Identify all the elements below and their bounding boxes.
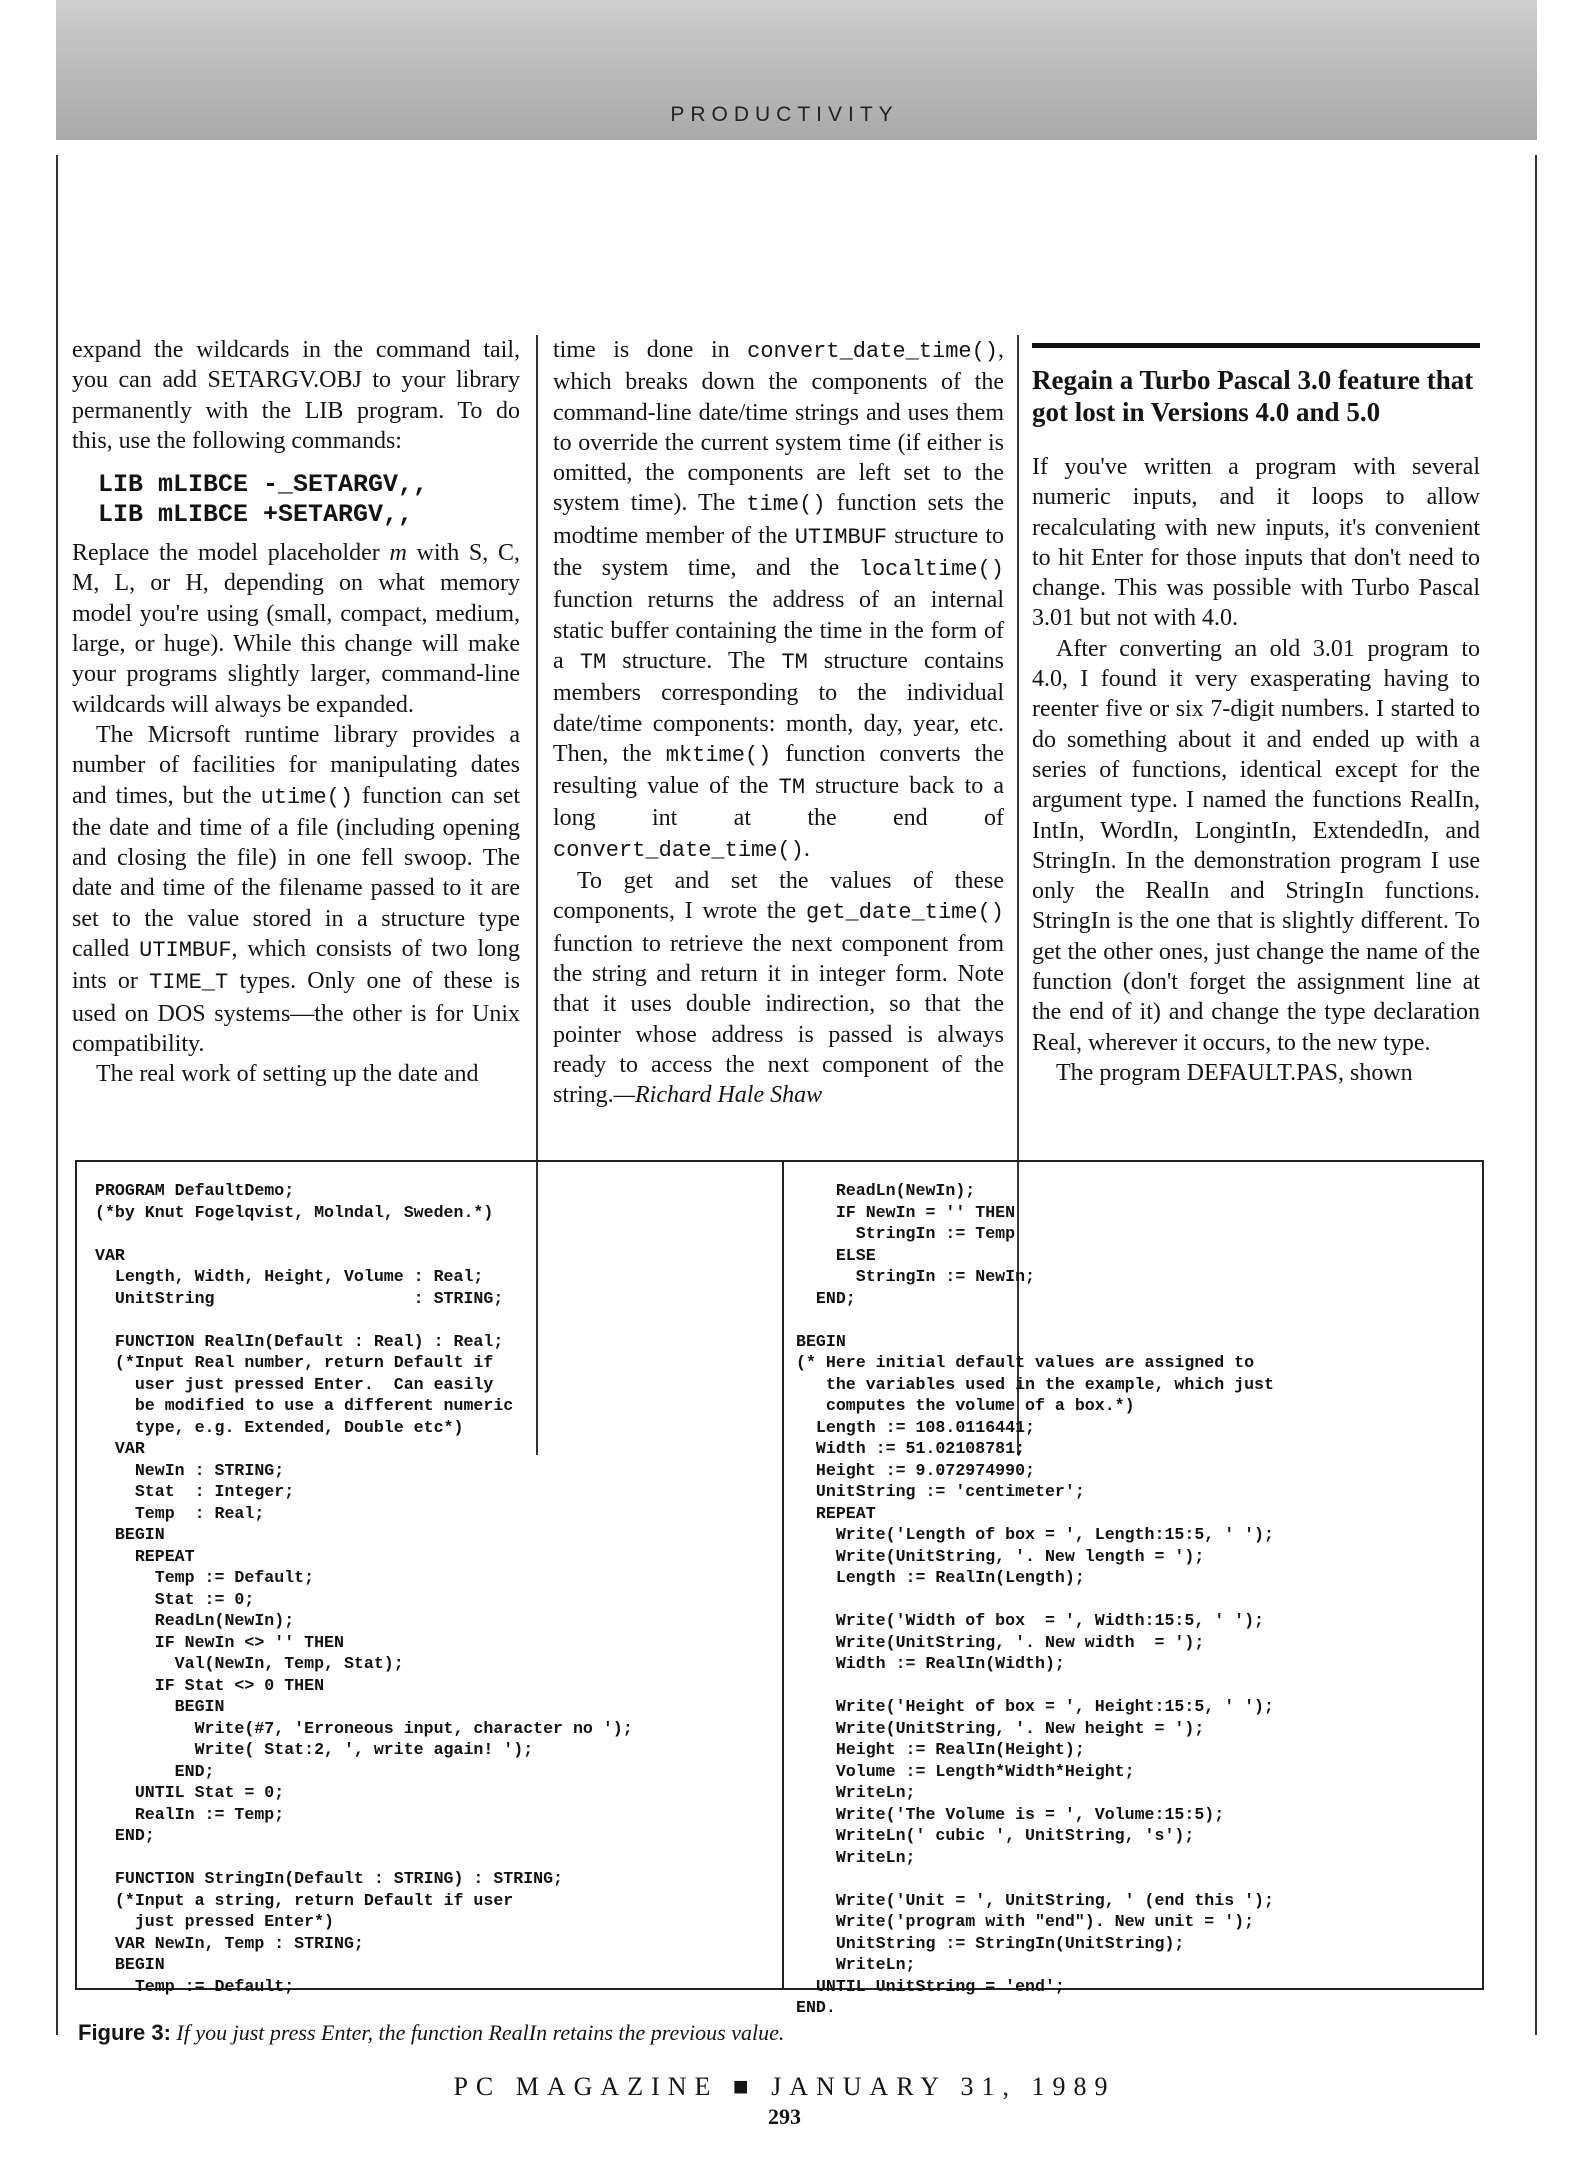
text-span: time is done in bbox=[553, 337, 748, 363]
column1-paragraph-4: The real work of setting up the date and bbox=[96, 1061, 479, 1088]
lib-command-2: LIB mLIBCE +SETARGV,, bbox=[98, 500, 414, 530]
text-span: Replace the model placeholder bbox=[72, 540, 390, 567]
inline-code: TM bbox=[579, 649, 607, 675]
page-frame-right bbox=[1535, 155, 1537, 2035]
text-span: structure to the system time, and the bbox=[553, 522, 1004, 582]
column2-paragraph-2 bbox=[553, 866, 1004, 1110]
column1-paragraph-3 bbox=[72, 720, 520, 1059]
text-span: function can set the date and time of a file (including opening and closing the file) in one fell swoop. The date and time of the filename passed to it are set to the value stored in a structure type called bbox=[72, 782, 521, 963]
inline-code: localtime() bbox=[858, 557, 1004, 583]
text-span: , which breaks down the components of the command-line date/time strings and uses them to override the current system time (if either is omitted, the components are left set to the system time). The bbox=[553, 337, 1004, 517]
text-span: . bbox=[803, 835, 810, 862]
inline-code: UTIMBUF bbox=[794, 524, 888, 550]
tip-headline: Regain a Turbo Pascal 3.0 feature that got lost in Versions 4.0 and 5.0 bbox=[1032, 365, 1474, 427]
headline-rule bbox=[1032, 343, 1480, 348]
page-frame-left bbox=[56, 155, 58, 2035]
author-signature: —Richard Hale Shaw bbox=[613, 1082, 823, 1109]
inline-code: TIME_T bbox=[149, 970, 229, 996]
code-listing-left: PROGRAM DefaultDemo; (*by Knut Fogelqvist, Molndal, Sweden.*) VAR Length, Width, Height, Volume : Real; UnitString : STRING; FUNCTION RealIn(Default : Real) : Real; (*Input Real number, return Default if user just pressed Enter. Can easily be modified to use a different numeric type, e.g. Extended, Double etc*) VAR NewIn : STRING; Stat : Integer; Temp : Real; BEGIN REPEAT Temp := Default; Stat := 0; ReadLn(NewIn); IF NewIn <> '' THEN Val(NewIn, Temp, Stat); IF Stat <> 0 THEN BEGIN Write(#7, 'Erroneous input, character no '); Write( Stat:2, ', write again! '); END; UNTIL Stat = 0; RealIn := Temp; END; FUNCTION StringIn(Default : STRING) : STRING; (*Input a string, return Default if user just pressed Enter*) VAR NewIn, Temp : STRING; BEGIN Temp := Default; bbox=[95, 1181, 633, 1996]
text-span: structure back to a long int at the end of bbox=[553, 773, 1004, 832]
inline-code: get_date_time() bbox=[805, 900, 1004, 926]
text-span: , which consists of two long ints or bbox=[72, 936, 520, 995]
column3-paragraph-2: After converting an old 3.01 program to 4.0, I found it very exasperating having to reenter five or six 7-digit numbers. I started to do something about it and ended up with a series of functions, identical except for the argument type. I named the functions RealIn, IntIn, WordIn, LongintIn, ExtendedIn, and StringIn. In the demonstration program I use only the RealIn and StringIn functions. StringIn is the one that is slightly different. To get the other ones, just change the name of the function (don't forget the assignment line at the end of it) and change the type declaration Real, wherever it occurs, to the new type. bbox=[1032, 635, 1480, 1056]
text-span: structure contains members corresponding to the individual date/time components: month, day, year, etc. Then, the bbox=[553, 647, 1005, 767]
text-span: function returns the address of an internal static buffer containing the time in the form of a bbox=[553, 587, 1004, 674]
article-column-1 bbox=[72, 335, 520, 1090]
magazine-footer: PC MAGAZINE ■ JANUARY 31, 1989 bbox=[453, 2072, 1116, 2101]
text-span: function sets the modtime member of the bbox=[553, 490, 1004, 549]
column1-paragraph-1: expand the wildcards in the command tail, you can add SETARGV.OBJ to your library permanently with the LIB program. To do this, use the following commands: bbox=[72, 337, 520, 454]
text-span: function to retrieve the next component from the string and return it in integer form. Note that it uses double indirection, so that the pointer whose address is passed is always ready to access the next component of the string. bbox=[553, 930, 1004, 1109]
inline-code: time() bbox=[746, 492, 826, 518]
inline-code: utime() bbox=[260, 784, 354, 810]
text-span: types. Only one of these is used on DOS systems—the other is for Unix compatibility. bbox=[72, 968, 521, 1057]
column3-paragraph-3: The program DEFAULT.PAS, shown bbox=[1056, 1059, 1413, 1086]
column2-paragraph-1 bbox=[553, 335, 1004, 866]
text-span: The Micrsoft runtime library provides a number of facilities for manipulating dates and times, but the bbox=[72, 721, 520, 809]
code-column-divider bbox=[782, 1162, 784, 1988]
lib-command-1: LIB mLIBCE -_SETARGV,, bbox=[98, 470, 429, 500]
inline-code: mktime() bbox=[665, 742, 772, 768]
figure-label: Figure 3: bbox=[78, 2020, 171, 2045]
column1-paragraph-2 bbox=[72, 538, 520, 720]
column3-paragraph-1: If you've written a program with several numeric inputs, and it loops to allow recalculating with new inputs, it's convenient to hit Enter for those inputs that don't need to change. This was possible with Turbo Pascal 3.01 but not with 4.0. bbox=[1032, 454, 1480, 632]
text-span: with S, C, M, L, or H, depending on what memory model you're using (small, compact, medium, large, or huge). While this change will make your programs slightly larger, command-line wildcards will always be expanded. bbox=[72, 540, 521, 718]
caption-text: If you just press Enter, the function RealIn retains the previous value. bbox=[170, 2020, 785, 2045]
figure-3-code-listing bbox=[75, 1160, 1484, 2017]
inline-code: UTIMBUF bbox=[139, 938, 232, 964]
section-label: PRODUCTIVITY bbox=[670, 103, 899, 126]
text-span: structure. The bbox=[606, 647, 782, 674]
article-column-3 bbox=[1032, 335, 1480, 1088]
text-span: function converts the resulting value of the bbox=[553, 740, 1004, 800]
inline-code: TM bbox=[781, 649, 808, 675]
figure-caption bbox=[78, 2020, 784, 2046]
page-number: 293 bbox=[768, 2104, 801, 2129]
model-placeholder: m bbox=[389, 540, 407, 567]
inline-code: TM bbox=[778, 775, 806, 801]
inline-code: convert_date_time() bbox=[553, 837, 804, 863]
article-column-2 bbox=[553, 335, 1004, 1110]
code-listing-right: ReadLn(NewIn); IF NewIn = '' THEN StringIn := Temp ELSE StringIn := NewIn; END; BEGIN (* Here initial default values are assigned to the variables used in the example, which just computes the volume of a box.*) Length := 108.0116441; Width := 51.02108781; Height := 9.072974990; UnitString := 'centimeter'; REPEAT Write('Length of box = ', Length:15:5, ' '); Write(UnitString, '. New length = '); Length := RealIn(Length); Write('Width of box = ', Width:15:5, ' '); Write(UnitString, '. New width = '); Width := RealIn(Width); Write('Height of box = ', Height:15:5, ' '); Write(UnitString, '. New height = '); Height := RealIn(Height); Volume := Length*Width*Height; WriteLn; Write('The Volume is = ', Volume:15:5); WriteLn(' cubic ', UnitString, 's'); WriteLn; Write('Unit = ', UnitString, ' (end this '); Write('program with "end"). New unit = '); UnitString := StringIn(UnitString); WriteLn; UNTIL UnitString = 'end'; END. bbox=[796, 1181, 1274, 2017]
text-span: To get and set the values of these components, I wrote the bbox=[553, 868, 1004, 925]
inline-code: convert_date_time() bbox=[747, 339, 998, 364]
